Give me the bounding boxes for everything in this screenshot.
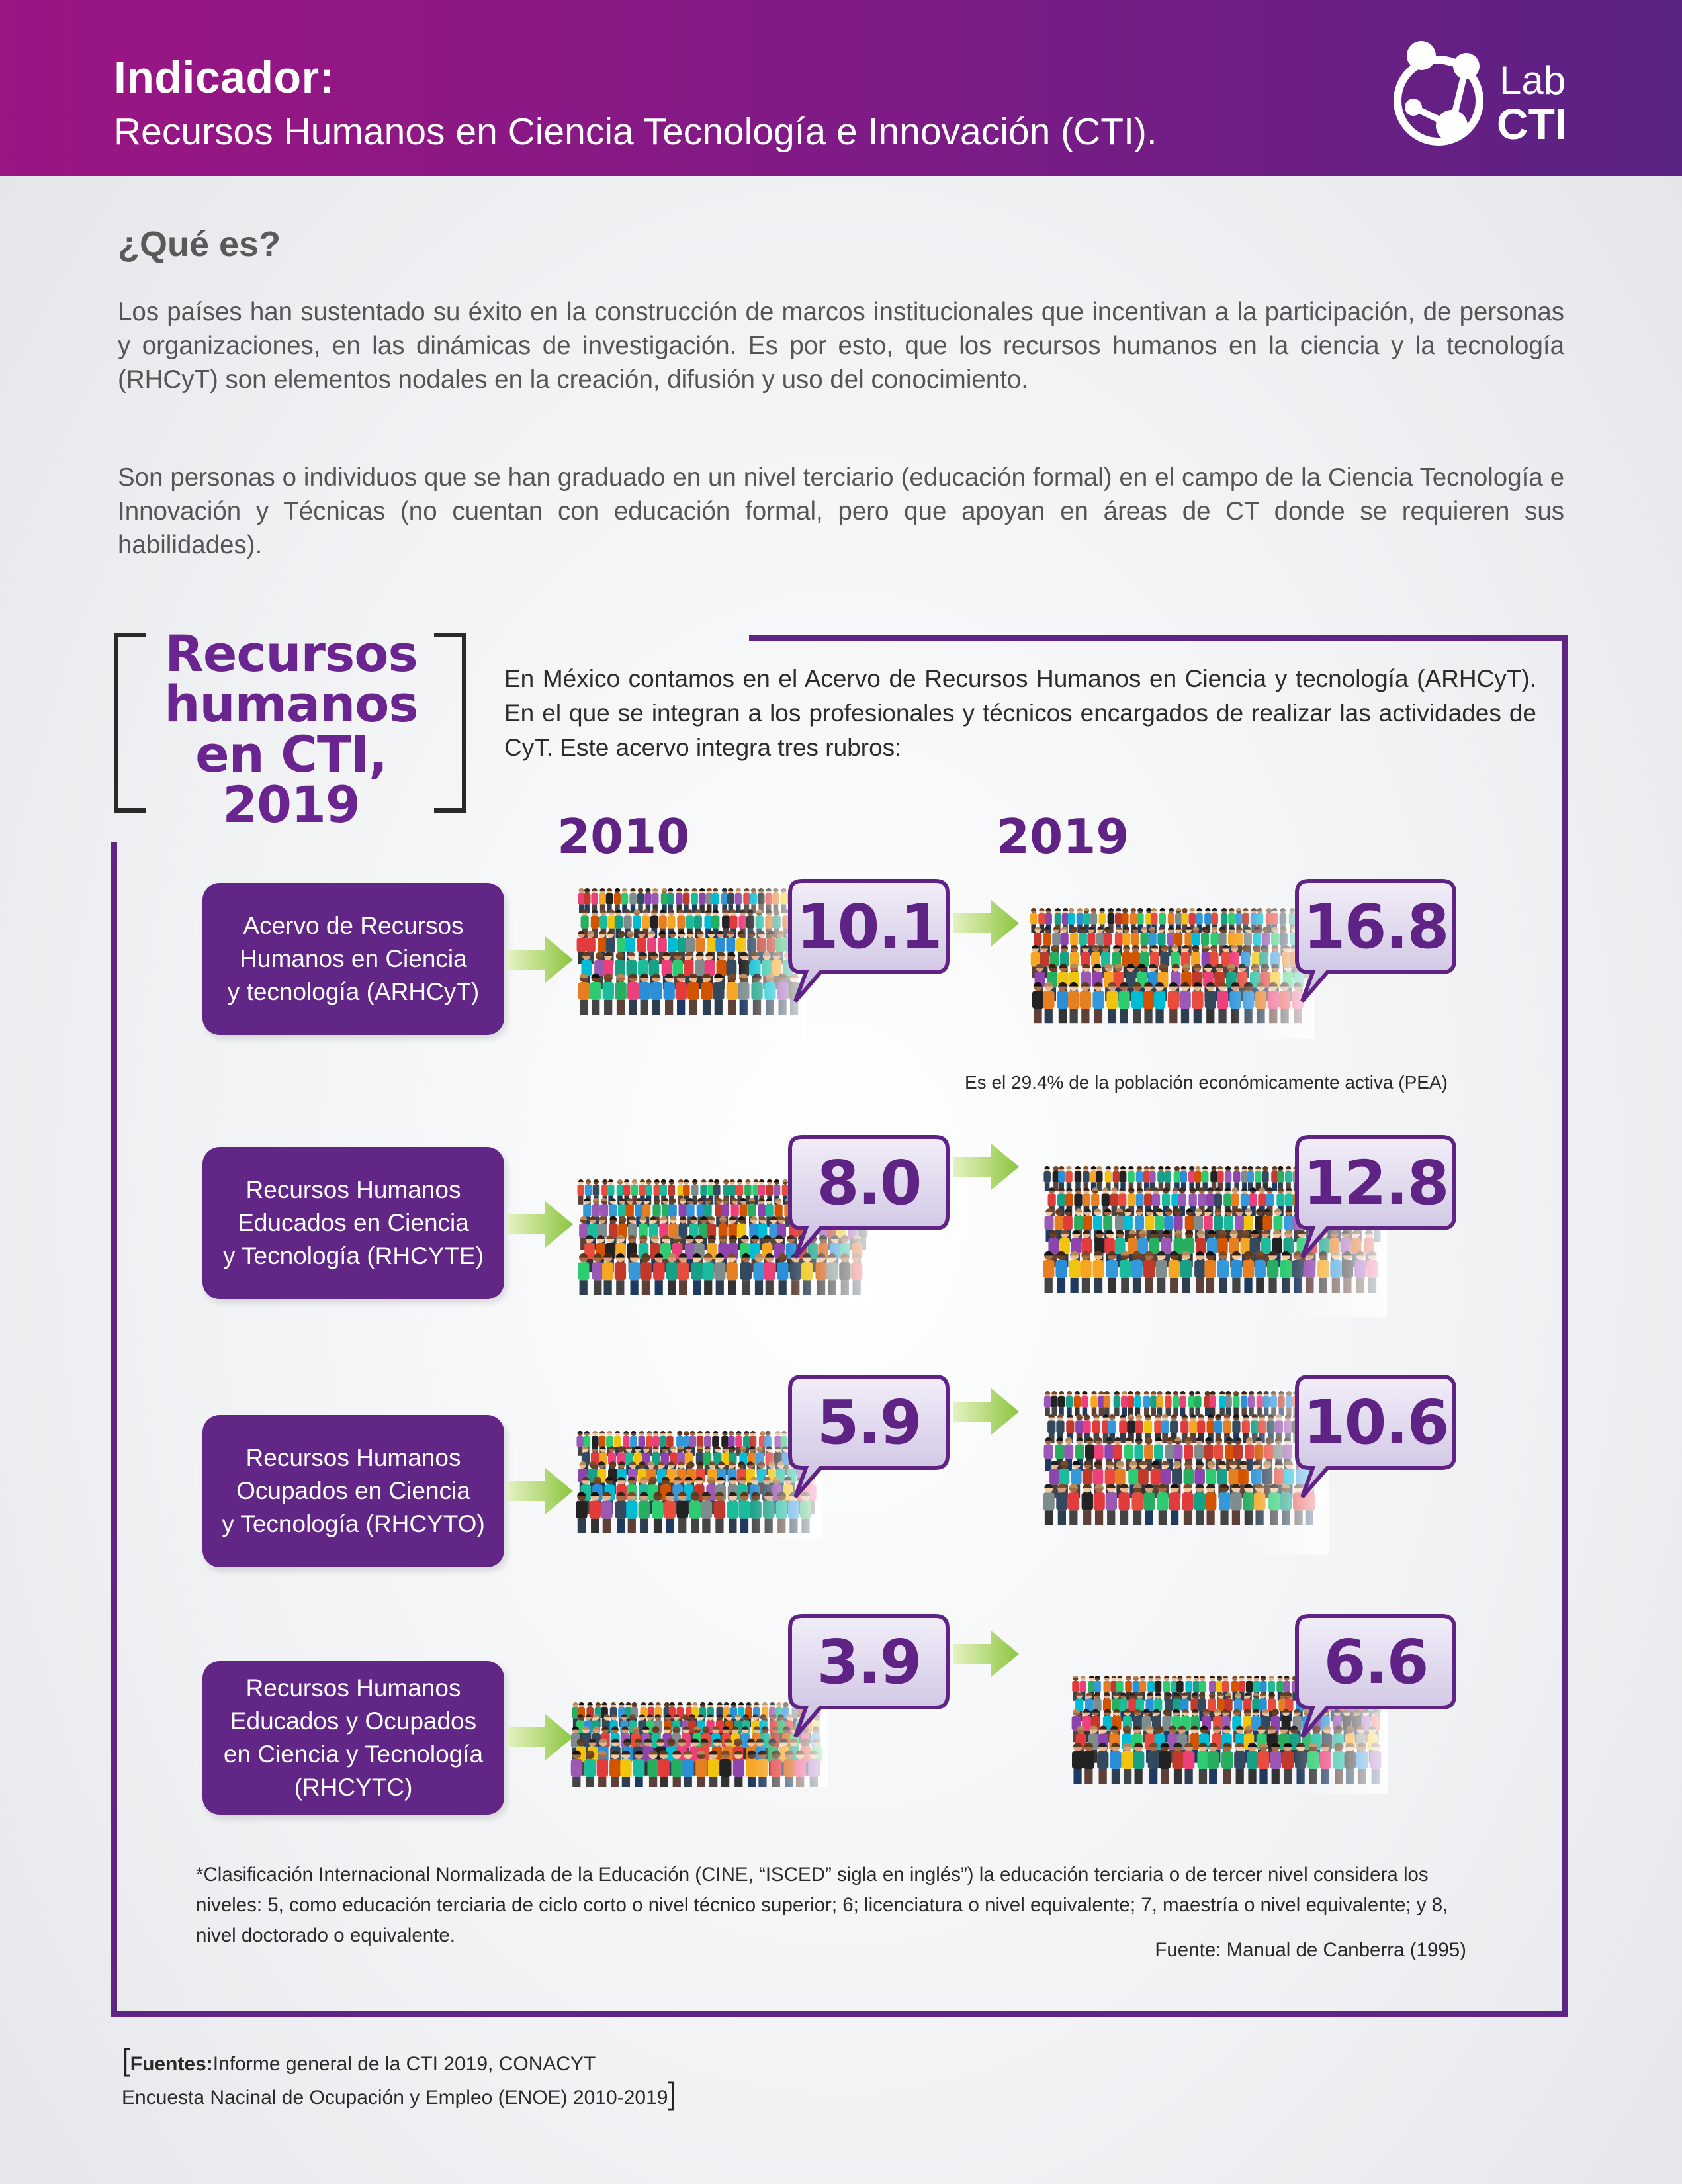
value-bubble-2019-row-2-value: 12.8 — [1303, 1148, 1448, 1218]
year-2019-label: 2019 — [996, 809, 1129, 864]
frame-right-line — [1562, 635, 1568, 2016]
footnote: *Clasificación Internacional Normalizada de la Educación (CINE, “ISCED” sigla en inglés”) la educación terciaria o de tercer nivel considera los niveles: 5, como educación terciaria de ciclo corto o nivel técnico superior; 6; licenciatura o nivel equivalente; 7, maestría o nivel equivalente; y 8, nivel doctorado o equivalente. — [196, 1864, 1448, 1946]
indicator-label-row-2 — [202, 1147, 504, 1299]
indicator-label-line: en Ciencia y Tecnología — [223, 1741, 484, 1768]
arrow-right-icon-mid-row-3 — [953, 1388, 1019, 1435]
sources-label: Fuentes: — [130, 2053, 213, 2075]
arrow-right-icon-mid-row-4 — [953, 1631, 1019, 1677]
indicator-label-line: Recursos Humanos — [245, 1674, 461, 1702]
section-title: Recursos humanos en CTI, 2019 — [164, 624, 418, 834]
indicator-label-line: Educados en Ciencia — [238, 1209, 469, 1236]
header-banner — [0, 0, 1682, 176]
value-bubble-2010-row-4-value: 3.9 — [817, 1627, 921, 1698]
indicator-label-line: y Tecnología (RHCYTO) — [222, 1510, 485, 1537]
value-bubble-2010-row-1-value: 10.1 — [796, 891, 942, 962]
crowd-illustration-2019-row-1 — [1030, 907, 1314, 1039]
intro-paragraph-1: Los países han sustentado su éxito en la construcción de marcos institucionales que incentivan a la participación, de personas y organizaciones, en las dinámicas de investigación. Es por esto, que los recursos humanos en la ciencia y la tecnología (RHCyT) son elementos nodales en la creación, difusión y uso del conocimiento. — [118, 298, 1564, 394]
indicator-label-line: y Tecnología (RHCYTE) — [222, 1242, 484, 1269]
arrow-right-icon-label-row-2 — [507, 1201, 573, 1248]
labcti-logo — [1387, 28, 1585, 154]
indicator-label-line: Humanos en Ciencia — [240, 945, 467, 972]
sources-block — [122, 2042, 677, 2113]
sources-bracket-open: [ — [122, 2042, 130, 2077]
value-bubble-2019-row-1 — [1293, 877, 1458, 1009]
frame-left-line — [111, 842, 117, 2016]
source-1: Informe general de la CTI 2019, CONACYT — [212, 2053, 596, 2075]
crowd-illustration-2010-row-3 — [576, 1430, 822, 1539]
frame-top-line — [749, 635, 1568, 641]
crowd-illustration-2019-row-3 — [1043, 1390, 1329, 1555]
what-is-heading: ¿Qué es? — [118, 224, 281, 264]
year-2010-label: 2010 — [557, 809, 690, 864]
value-bubble-2010-row-4 — [786, 1612, 952, 1745]
indicator-label-line: Recursos Humanos — [245, 1176, 461, 1203]
value-bubble-2019-row-4 — [1293, 1612, 1458, 1745]
indicator-label-line: (RHCYTC) — [294, 1774, 413, 1801]
value-bubble-2010-row-3-value: 5.9 — [817, 1387, 921, 1458]
logo-text-cti: CTI — [1497, 99, 1568, 148]
value-bubble-2019-row-3 — [1293, 1373, 1458, 1505]
value-bubble-2019-row-1-value: 16.8 — [1303, 891, 1448, 962]
value-bubble-2010-row-3 — [786, 1373, 952, 1505]
indicator-label-line: y tecnología (ARHCyT) — [227, 978, 480, 1005]
arrow-right-icon-label-row-4 — [507, 1714, 573, 1760]
logo-text-lab: Lab — [1499, 58, 1566, 103]
arrow-right-icon-label-row-1 — [507, 936, 573, 983]
section-description: En México contamos en el Acervo de Recursos Humanos en Ciencia y tecnología (ARHCyT). En el que se integran a los profesionales y técnicos encargados de realizar las actividades de CyT. Este acervo integra tres rubros: — [504, 665, 1536, 761]
arrow-right-icon-mid-row-2 — [953, 1144, 1019, 1190]
arrow-right-icon-mid-row-1 — [953, 900, 1019, 946]
indicator-label-line: Recursos Humanos — [245, 1444, 461, 1471]
value-bubble-2010-row-1 — [786, 877, 952, 1009]
value-bubble-2010-row-2 — [786, 1133, 952, 1265]
arrow-right-icon-label-row-3 — [507, 1468, 573, 1514]
indicator-subtitle: Recursos Humanos en Ciencia Tecnología e Innovación (CTI). — [114, 111, 1157, 153]
value-bubble-2010-row-2-value: 8.0 — [817, 1148, 921, 1218]
indicator-label-line: Acervo de Recursos — [243, 912, 464, 939]
pea-note: Es el 29.4% de la población económicamente activa (PEA) — [965, 1072, 1448, 1093]
indicator-label-line: Educados y Ocupados — [230, 1707, 477, 1735]
value-bubble-2019-row-4-value: 6.6 — [1323, 1627, 1428, 1698]
sources-bracket-close: ] — [668, 2076, 677, 2111]
value-bubble-2019-row-2 — [1293, 1133, 1458, 1265]
indicator-title: Indicador: — [114, 52, 335, 103]
source-2: Encuesta Nacinal de Ocupación y Empleo (ENOE) 2010-2019 — [122, 2087, 668, 2109]
indicator-label-line: Ocupados en Ciencia — [236, 1477, 470, 1504]
indicator-label-row-4 — [202, 1661, 504, 1815]
indicator-label-row-3 — [202, 1415, 504, 1567]
indicator-label-row-1 — [202, 883, 504, 1035]
frame-bottom-line — [111, 2011, 1568, 2017]
crowd-illustration-2010-row-1 — [576, 887, 807, 1039]
value-bubble-2019-row-3-value: 10.6 — [1303, 1387, 1448, 1458]
intro-paragraph-2: Son personas o individuos que se han graduado en un nivel terciario (educación formal) en el campo de la Ciencia Tecnología e Innovación y Técnicas (no cuentan con educación formal, pero que apoyan en áreas de CT donde se requieren sus habilidades). — [118, 463, 1564, 559]
fuente-canberra: Fuente: Manual de Canberra (1995) — [1155, 1939, 1466, 1961]
